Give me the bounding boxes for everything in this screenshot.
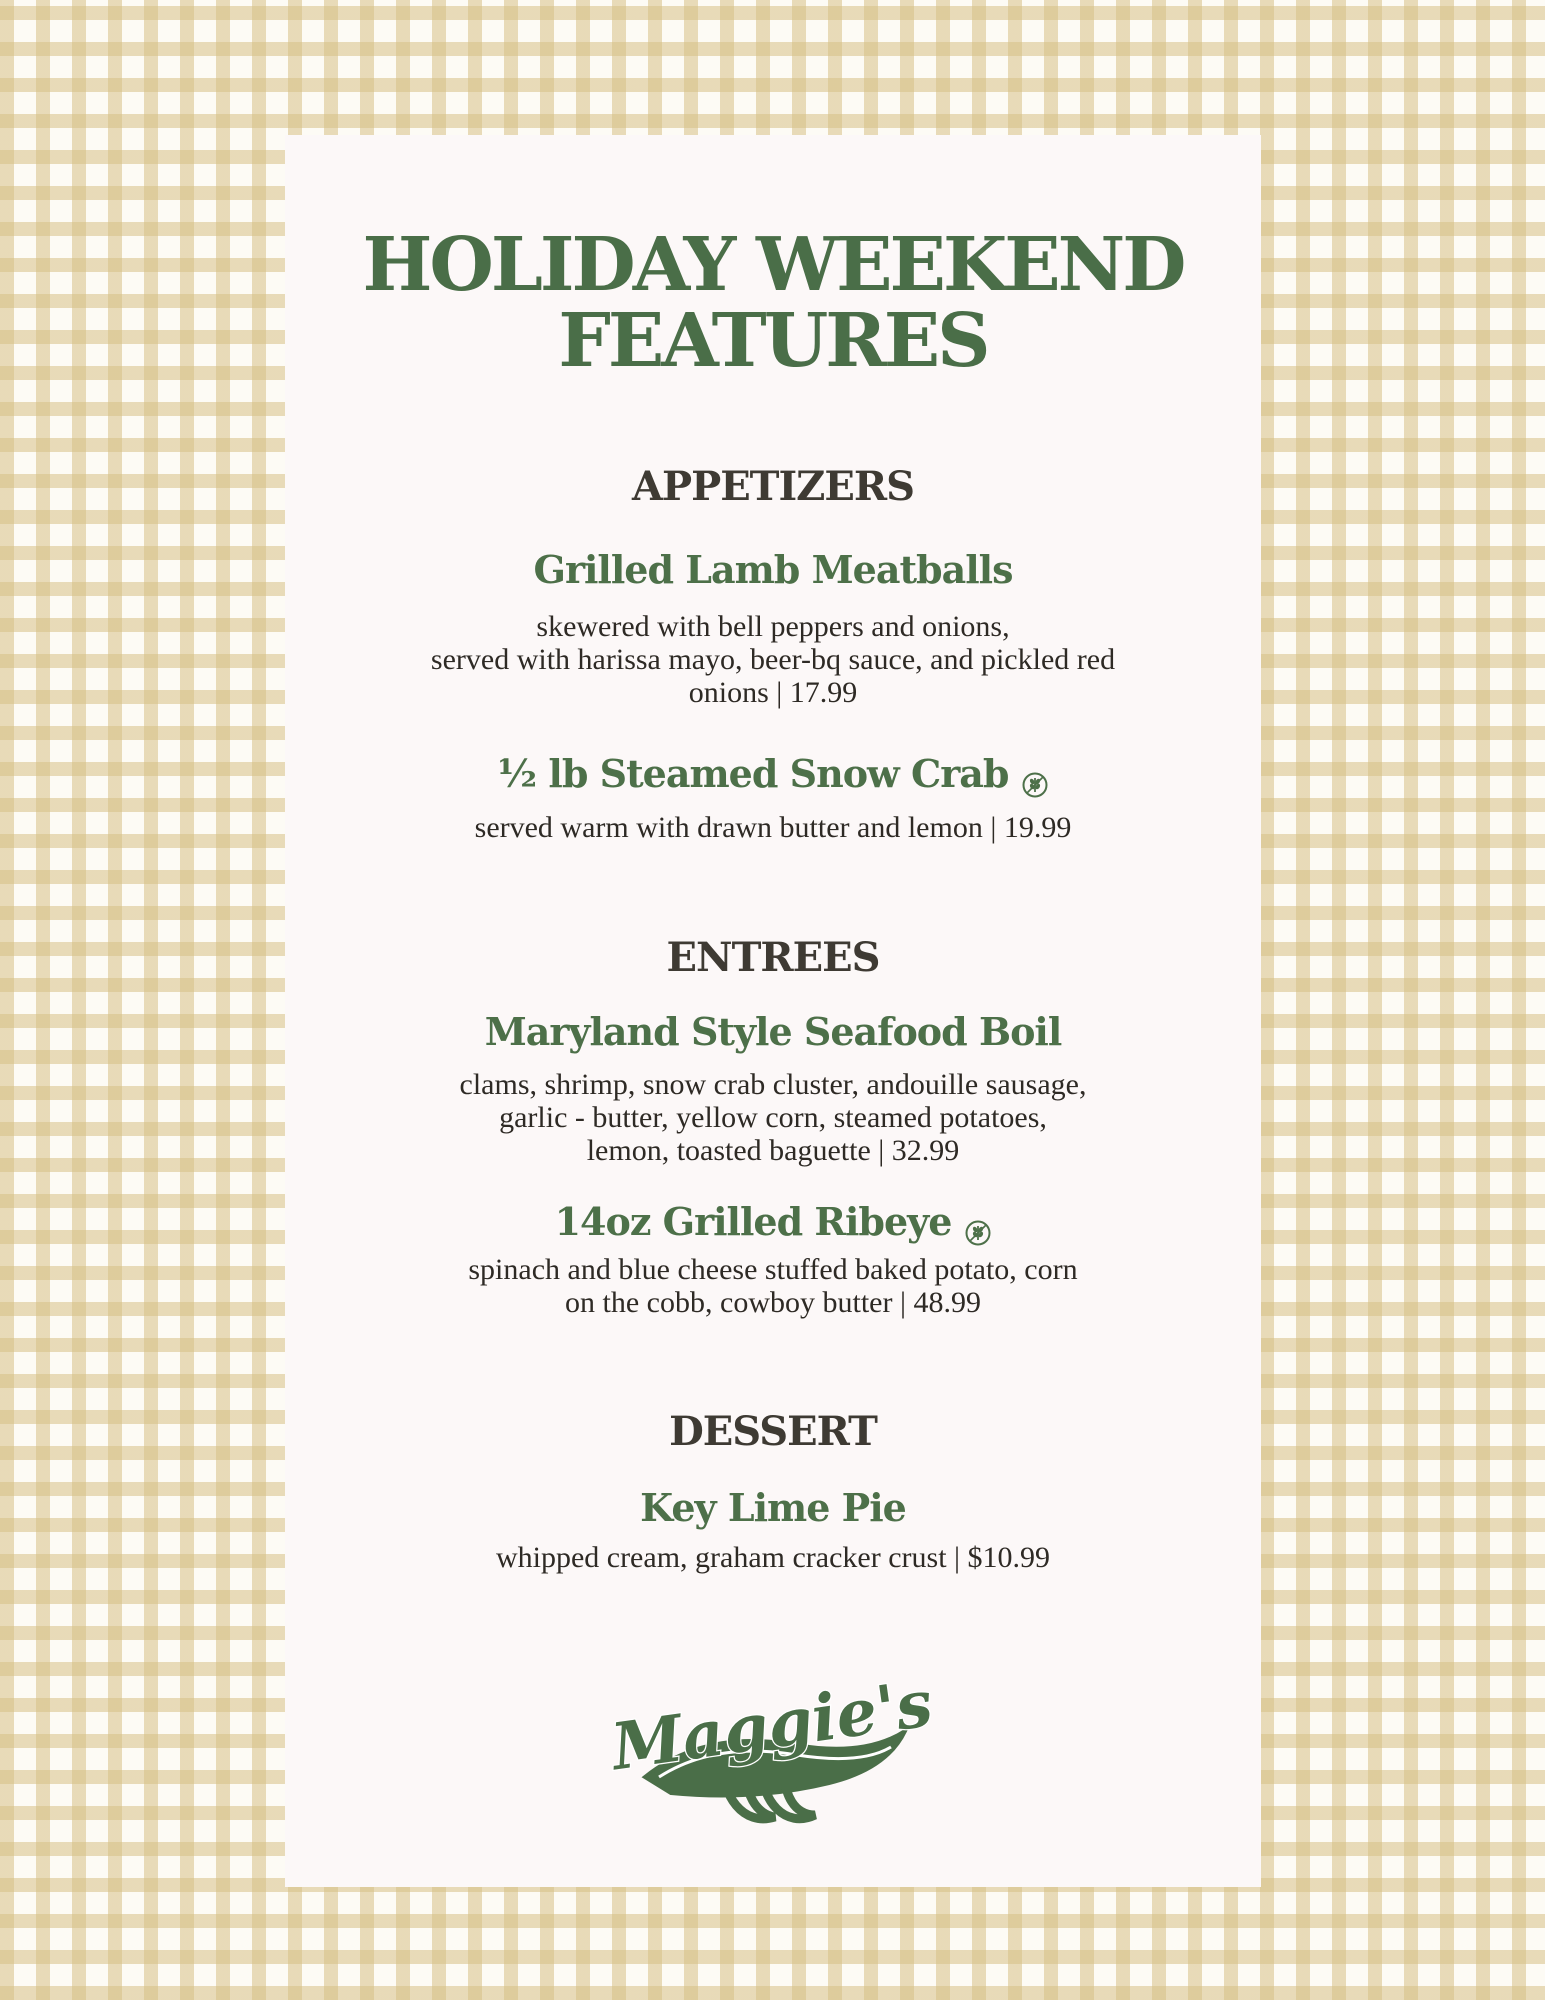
description-line: served warm with drawn butter and lemon | 19.99	[474, 811, 1072, 844]
section-heading-appetizers: APPETIZERS	[632, 463, 914, 510]
item-description-snow-crab	[345, 811, 1201, 844]
description-line: garlic - butter, yellow corn, steamed potatoes,	[499, 1101, 1047, 1134]
section-heading-dessert: DESSERT	[669, 1408, 877, 1455]
gluten-free-icon	[965, 1210, 991, 1236]
item-name-ribeye: 14oz Grilled Ribeye	[554, 1199, 952, 1244]
menu-card	[285, 135, 1261, 1887]
description-line: on the cobb, cowboy butter | 48.99	[565, 1286, 981, 1319]
item-description-grilled-lamb-meatballs	[345, 610, 1201, 709]
description-line: onions | 17.99	[688, 676, 858, 709]
description-line: served with harissa mayo, beer-bq sauce, and pickled red	[430, 643, 1116, 676]
item-heading-snow-crab	[285, 751, 1261, 797]
description-line: lemon, toasted baguette | 32.99	[586, 1134, 960, 1167]
maggies-logo	[607, 1665, 937, 1841]
item-description-seafood-boil	[345, 1068, 1201, 1167]
description-line: whipped cream, graham cracker crust | $10.99	[495, 1541, 1051, 1574]
item-name-seafood-boil: Maryland Style Seafood Boil	[484, 1009, 1062, 1054]
description-line: skewered with bell peppers and onions,	[536, 610, 1010, 643]
item-description-key-lime-pie	[345, 1541, 1201, 1574]
description-line: spinach and blue cheese stuffed baked potato, corn	[468, 1253, 1078, 1286]
title-line-1: HOLIDAY WEEKEND	[362, 222, 1184, 308]
item-description-ribeye	[345, 1253, 1201, 1319]
svg-text:Maggie's: Maggie's	[607, 1666, 937, 1786]
title-line-2: FEATURES	[558, 298, 988, 384]
description-line: clams, shrimp, snow crab cluster, andouille sausage,	[459, 1068, 1087, 1101]
item-name-snow-crab: ½ lb Steamed Snow Crab	[497, 751, 1009, 796]
gluten-free-icon	[1022, 762, 1048, 788]
menu-title	[285, 222, 1261, 384]
item-name-key-lime-pie: Key Lime Pie	[640, 1485, 906, 1530]
section-heading-entrees: ENTREES	[666, 934, 880, 981]
item-name-grilled-lamb-meatballs: Grilled Lamb Meatballs	[533, 547, 1013, 592]
item-heading-ribeye	[285, 1199, 1261, 1245]
